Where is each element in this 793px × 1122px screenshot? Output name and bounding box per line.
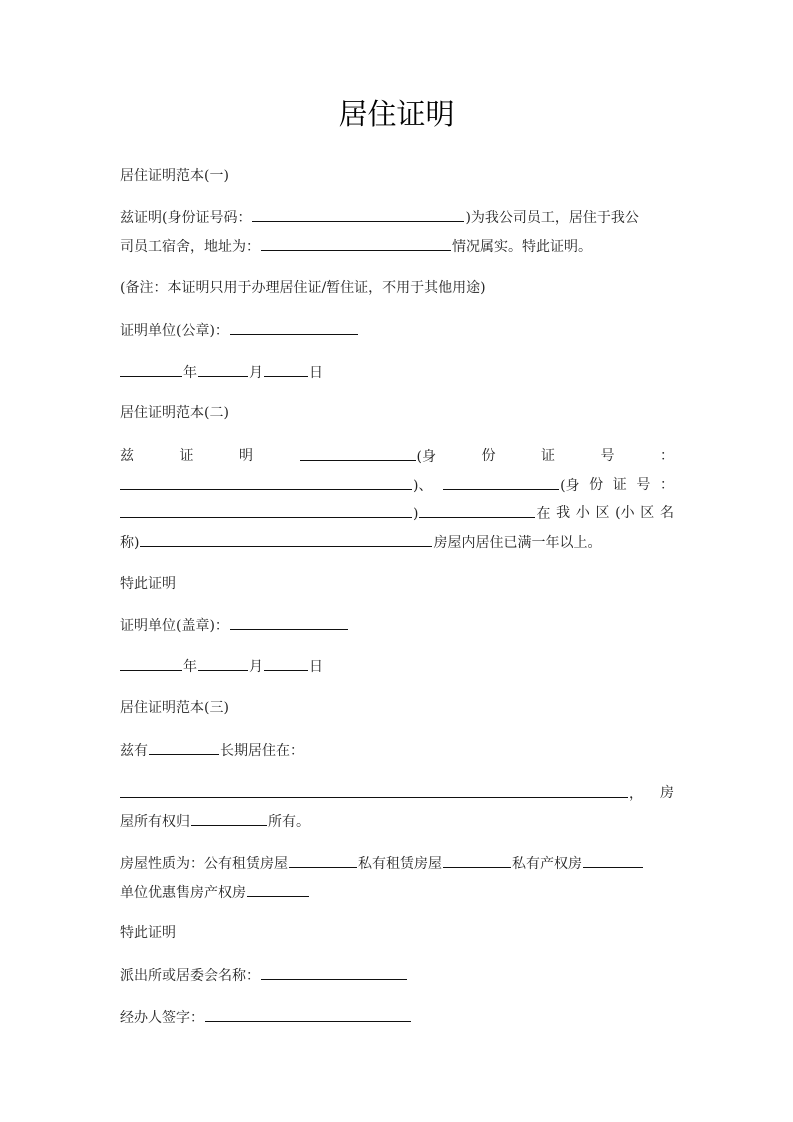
sample3-closing: 特此证明 xyxy=(120,925,176,941)
owner-blank[interactable] xyxy=(191,811,267,826)
name-blank-2[interactable] xyxy=(443,475,559,490)
police-station-field xyxy=(120,965,674,986)
text: 私有租赁房屋 xyxy=(358,856,442,872)
text: 单位优惠售房产权房 xyxy=(120,885,246,901)
text: ， xyxy=(629,786,643,802)
text: 份 xyxy=(589,477,604,493)
id-number-blank-2[interactable] xyxy=(120,503,412,518)
unit-blank[interactable] xyxy=(230,320,358,335)
person-blank[interactable] xyxy=(149,740,219,755)
text: 房 xyxy=(660,785,674,801)
text: (身 xyxy=(416,449,436,465)
text: 号 xyxy=(600,448,615,464)
private-property-blank[interactable] xyxy=(583,853,643,868)
year-label: 年 xyxy=(183,365,197,381)
text: 兹 xyxy=(120,448,134,464)
name-blank[interactable] xyxy=(300,446,416,461)
text: 证 xyxy=(612,477,627,493)
signer-field xyxy=(120,1007,674,1028)
sample2-line3 xyxy=(120,503,674,524)
text: (身 xyxy=(560,478,580,494)
sample3-heading: 居住证明范本(三) xyxy=(120,700,229,716)
text: 我 xyxy=(556,505,571,521)
month-blank[interactable] xyxy=(198,362,248,377)
text: )为我公司员工，居住于我公 xyxy=(465,210,639,226)
private-rental-blank[interactable] xyxy=(443,853,511,868)
sample1-heading: 居住证明范本(一) xyxy=(120,168,229,184)
text: 在 xyxy=(536,506,551,522)
day-blank[interactable] xyxy=(264,362,308,377)
text: ： xyxy=(659,477,674,493)
unit-label: 证明单位(盖章)： xyxy=(120,618,229,634)
text: 区 xyxy=(640,505,655,521)
day-label: 日 xyxy=(309,659,323,675)
text: 份 xyxy=(481,448,496,464)
text: 小 xyxy=(575,505,590,521)
text: 证 xyxy=(179,448,194,464)
text: 屋所有权归 xyxy=(120,814,190,830)
text: 明 xyxy=(239,448,253,464)
police-label: 派出所或居委会名称： xyxy=(120,968,260,984)
text: ) xyxy=(413,506,419,522)
sample2-closing: 特此证明 xyxy=(120,576,176,592)
sample1-unit xyxy=(120,320,674,341)
sample3-line4 xyxy=(120,853,674,874)
text: ： xyxy=(659,448,674,464)
signer-blank[interactable] xyxy=(205,1007,411,1022)
year-blank[interactable] xyxy=(120,656,182,671)
unit-blank[interactable] xyxy=(230,615,348,630)
sample1-note: (备注：本证明只用于办理居住证/暂住证，不用于其他用途) xyxy=(120,280,486,296)
text: 情况属实。特此证明。 xyxy=(452,239,592,255)
sample1-date xyxy=(120,362,674,383)
sample2-line2 xyxy=(120,475,674,496)
month-label: 月 xyxy=(249,659,263,675)
police-station-blank[interactable] xyxy=(261,965,407,980)
sample3-line2 xyxy=(120,783,674,804)
text: 号 xyxy=(636,477,651,493)
document-title: 居住证明 xyxy=(338,97,455,131)
text: 兹证明(身份证号码： xyxy=(120,210,252,226)
day-blank[interactable] xyxy=(264,656,308,671)
text: 名 xyxy=(659,505,674,521)
text: (小 xyxy=(615,505,635,521)
day-label: 日 xyxy=(309,365,323,381)
text: )、 xyxy=(413,478,433,494)
text: 证 xyxy=(540,448,555,464)
text: 区 xyxy=(595,505,610,521)
sample3-line5 xyxy=(120,882,674,903)
year-blank[interactable] xyxy=(120,362,182,377)
month-label: 月 xyxy=(249,365,263,381)
residence-address-blank[interactable] xyxy=(120,783,628,798)
unit-discount-property-blank[interactable] xyxy=(247,882,309,897)
id-number-blank[interactable] xyxy=(252,207,464,222)
community-name-blank[interactable] xyxy=(140,532,432,547)
address-blank[interactable] xyxy=(261,236,451,251)
unit-label: 证明单位(公章)： xyxy=(120,323,229,339)
sample3-line1 xyxy=(120,740,674,761)
month-blank[interactable] xyxy=(198,656,248,671)
sample2-unit xyxy=(120,615,674,636)
text: 长期居住在： xyxy=(220,743,304,759)
sample3-line3 xyxy=(120,811,674,832)
id-number-blank[interactable] xyxy=(120,475,412,490)
text: 兹有 xyxy=(120,743,148,759)
year-label: 年 xyxy=(183,659,197,675)
sample2-date xyxy=(120,656,674,677)
sample2-line4 xyxy=(120,532,674,553)
sample2-line1 xyxy=(120,446,674,467)
household-blank[interactable] xyxy=(419,503,535,518)
text: 司员工宿舍，地址为： xyxy=(120,239,260,255)
signer-label: 经办人签字： xyxy=(120,1010,204,1026)
sample1-paragraph-line2 xyxy=(120,236,674,257)
public-rental-blank[interactable] xyxy=(289,853,357,868)
sample1-paragraph-line1 xyxy=(120,207,674,228)
text: 房屋性质为：公有租赁房屋 xyxy=(120,856,288,872)
text: 房屋内居住已满一年以上。 xyxy=(433,535,602,551)
text: 所有。 xyxy=(268,814,310,830)
text: 私有产权房 xyxy=(512,856,582,872)
sample2-heading: 居住证明范本(二) xyxy=(120,405,229,421)
text: 称) xyxy=(120,535,140,551)
